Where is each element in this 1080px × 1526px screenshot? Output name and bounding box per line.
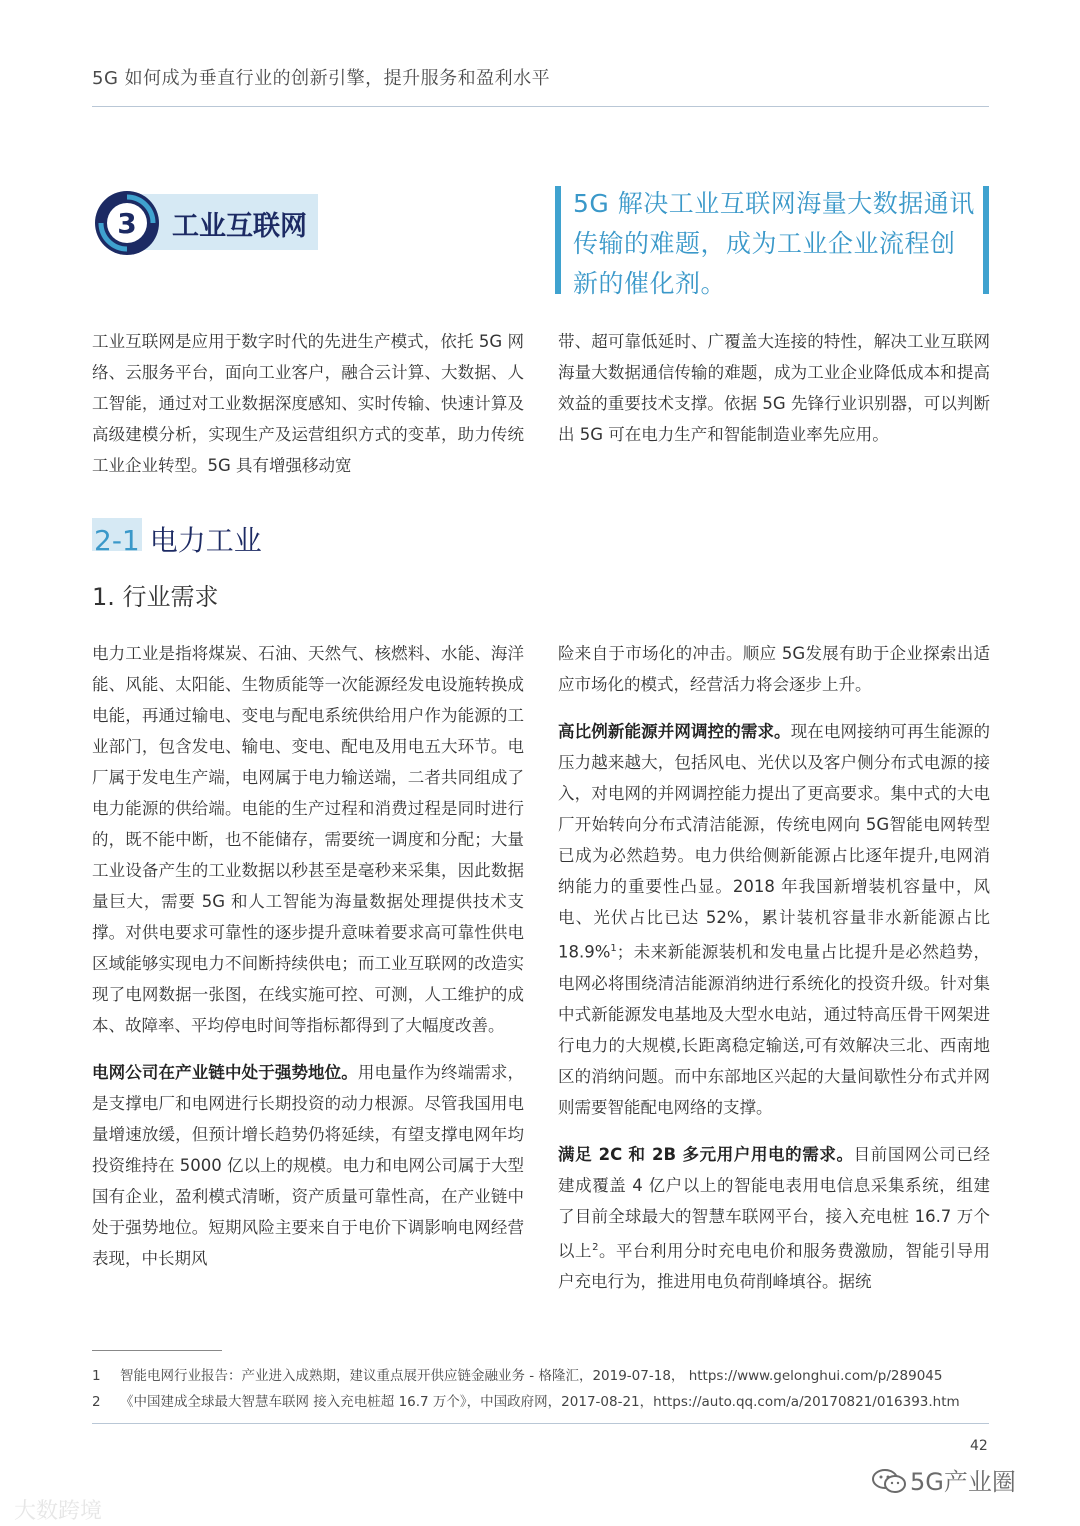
lead-in-bold: 高比例新能源并网调控的需求。 [558, 722, 791, 741]
intro-paragraph-right: 带、超可靠低延时、广覆盖大连接的特性，解决工业互联网海量大数据通信传输的难题，成为工业企业降低成本和提高效益的重要技术支撑。依据 5G 先锋行业识别器，可以判断出 5G 可在电力生产和智能制造业率先应用。 [558, 332, 990, 444]
footnote-ref[interactable]: 1 [610, 943, 617, 954]
watermark-left: 大数跨境 [14, 1499, 103, 1524]
subsection-number: 2-1 [94, 524, 140, 557]
intro-paragraph-left: 工业互联网是应用于数字时代的先进生产模式，依托 5G 网络、云服务平台，面向工业客户，融合云计算、大数据、人工智能，通过对工业数据深度感知、实时传输、快速计算及高级建模分析，实现生产及运营组织方式的变革，助力传统工业企业转型。5G 具有增强移动宽 [92, 332, 524, 475]
subsection-label: 电力工业 [149, 524, 262, 557]
body-paragraph: 满足 2C 和 2B 多元用户用电的需求。目前国网公司已经建成覆盖 4 亿户以上的智能电表用电信息采集系统，组建了目前全球最大的智慧车联网平台，接入充电桩 16.7 万个以上$^2$。平台利用分时充电电价和服务费激励，智能引导用户充电行为，推进用电负荷削峰填谷。据统 [558, 1144, 991, 1291]
watermark-wechat: 5G产业圈 [872, 1462, 1016, 1497]
body-paragraph: 高比例新能源并网调控的需求。现在电网接纳可再生能源的压力越来越大，包括风电、光伏以及客户侧分布式电源的接入，对电网的并网调控能力提出了更高要求。集中式的大电厂开始转向分布式清洁能源，传统电网向 5G智能电网转型已成为必然趋势。电力供给侧新能源占比逐年提升,电网消纳能力的重要性凸显。2018 年我国新增装机容量中，风电、光伏占比已达 52%，累计装机容量非水新能源占比 18.9%$^1$；未来新能源装机和发电量占比提升是必然趋势，电网必将围绕清洁能源消纳进行系统化的投资升级。针对集中式新能源发电基地及大型水电站，通过特高压骨干网架进行电力的大规模,长距离稳定输送,可有效解决三北、西南地区的消纳问题。而中东部地区兴起的大量间歇性分布式并网则需要智能配电网络的支撑。 [558, 722, 991, 1117]
body-paragraph: 险来自于市场化的冲击。顺应 5G发展有助于企业探索出适应市场化的模式，经营活力将会逐步上升。 [558, 644, 990, 694]
callout-quote: 5G 解决工业互联网海量大数据通讯传输的难题，成为工业企业流程创新的催化剂。 [573, 189, 975, 298]
footnote-ref[interactable]: 2 [592, 1241, 599, 1253]
running-title: 5G 如何成为垂直行业的创新引擎，提升服务和盈利水平 [92, 68, 551, 89]
subheading: 1. 行业需求 [92, 583, 219, 611]
footnote-divider [92, 1350, 222, 1351]
section-number: 3 [117, 207, 137, 240]
wechat-icon [872, 1468, 906, 1494]
body-paragraph: 电网公司在产业链中处于强势地位。用电量作为终端需求，是支撑电厂和电网进行长期投资的动力根源。尽管我国用电量增速放缓，但预计增长趋势仍将延续，有望支撑电网年均投资维持在 5000 亿以上的规模。电力和电网公司属于大型国有企业，盈利模式清晰，资产质量可靠性高，在产业链中处于强势地位。短期风险主要来自于电价下调影响电网经营表现，中长期风 [92, 1063, 525, 1268]
callout-bar-right [983, 186, 989, 294]
body-column-left [92, 638, 524, 1274]
section-title: 工业互联网 [172, 211, 307, 242]
body-column-right [558, 638, 990, 1297]
lead-in-bold: 满足 2C 和 2B 多元用户用电的需求。 [558, 1144, 854, 1164]
subsection-title [94, 519, 262, 559]
section-number-badge [92, 188, 162, 258]
body-paragraph: 电力工业是指将煤炭、石油、天然气、核燃料、水能、海洋能、风能、太阳能、生物质能等一次能源经发电设施转换成电能，再通过输电、变电与配电系统供给用户作为能源的工业部门，包含发电、输电、变电、配电及用电五大环节。电厂属于发电生产端，电网属于电力输送端，二者共同组成了电力能源的供给端。电能的生产过程和消费过程是同时进行的，既不能中断，也不能储存，需要统一调度和分配；大量工业设备产生的工业数据以秒甚至是毫秒来采集，因此数据量巨大，需要 5G 和人工智能为海量数据处理提供技术支撑。对供电要求可靠性的逐步提升意味着要求高可靠性供电区域能够实现电力不间断持续供电；而工业互联网的改造实现了电网数据一张图，在线实施可控、可测，人工维护的成本、故障率、平均停电时间等指标都得到了大幅度改善。 [92, 644, 524, 1035]
footnote: 1 智能电网行业报告：产业进入成熟期，建议重点展开供应链金融业务 - 格隆汇，2019-07-18， https://www.gelonghui.com/p/289045 [92, 1368, 943, 1384]
footnote: 2 《中国建成全球最大智慧车联网 接入充电桩超 16.7 万个》，中国政府网，2017-08-21，https://auto.qq.com/a/20170821/016393.htm [92, 1394, 960, 1410]
footer-divider [92, 1423, 989, 1424]
header-divider [92, 106, 989, 107]
lead-in-bold: 电网公司在产业链中处于强势地位。 [92, 1063, 358, 1082]
callout-bar-left [555, 186, 561, 294]
page-number: 42 [970, 1438, 988, 1454]
